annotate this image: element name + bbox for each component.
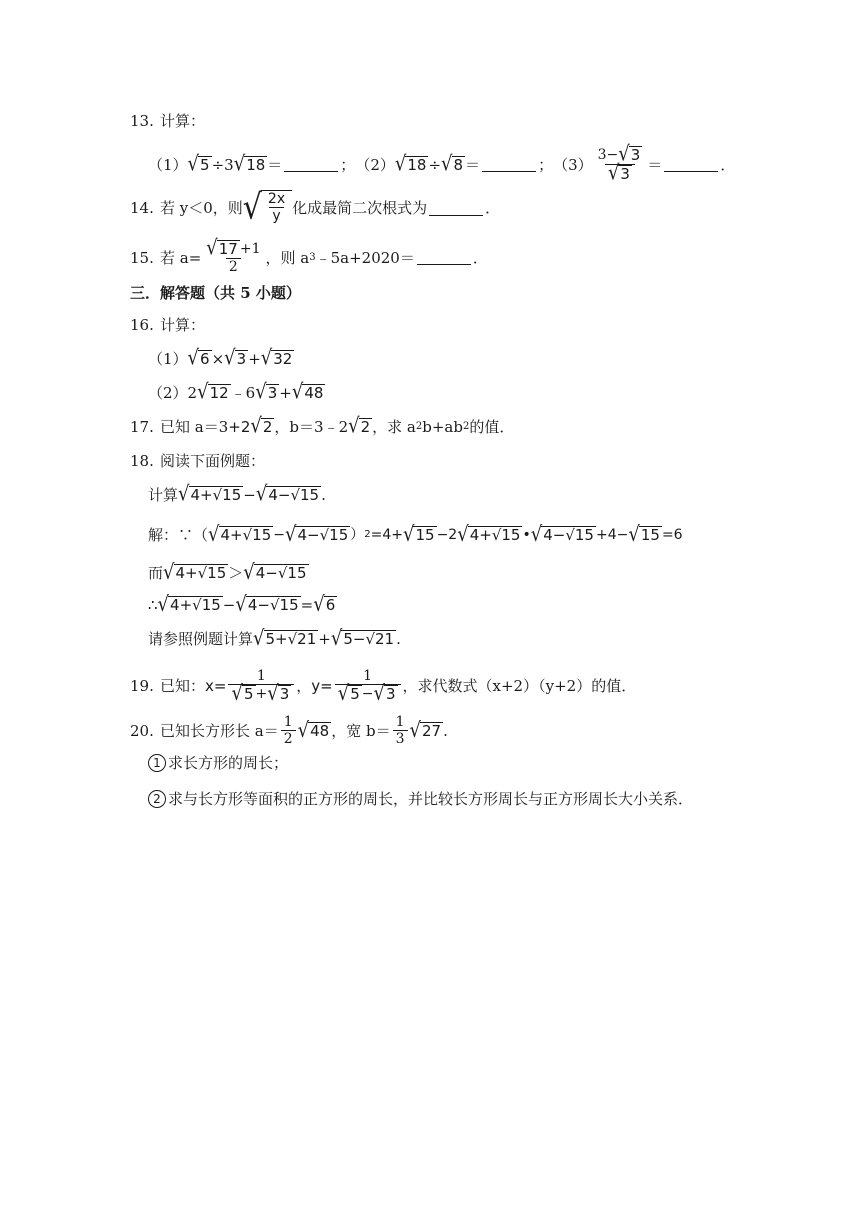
q18-compare: 而 √ 4+√15 ＞ √ 4−√15 bbox=[148, 560, 307, 585]
q15 bbox=[130, 236, 488, 275]
fraction: 3− √ 3 √ 3 bbox=[597, 142, 641, 186]
period: ． bbox=[472, 248, 488, 267]
q20-sub1: 1 求长方形的周长； bbox=[148, 752, 288, 774]
question-number: 17. bbox=[130, 418, 154, 436]
period: ． bbox=[720, 155, 736, 174]
fraction: √ 17 +1 2 bbox=[206, 236, 261, 275]
answer-blank[interactable] bbox=[284, 157, 338, 172]
question-label: 计算： bbox=[160, 112, 206, 130]
equals: ＝ bbox=[465, 155, 481, 174]
question-number: 18. bbox=[130, 452, 154, 470]
question-number: 19. bbox=[130, 676, 154, 695]
fraction: 1 √ 5 + √ 3 bbox=[228, 668, 294, 703]
part-label: （3） bbox=[553, 155, 593, 174]
radical: √ 18 bbox=[233, 151, 266, 176]
exponent: 3 bbox=[309, 251, 316, 263]
q13-parts bbox=[148, 142, 736, 186]
separator: ； bbox=[340, 155, 356, 174]
question-label: 计算： bbox=[160, 316, 206, 334]
q19: 19. 已知： x= 1 √ 5 + √ 3 ， y= 1 √ 5 − √ 3 ，求代数式（x+2）（y+2）的值． bbox=[130, 668, 637, 706]
question-text: 若 y＜0，则 bbox=[160, 199, 243, 217]
equals: ＝ bbox=[647, 155, 663, 174]
operator: ÷ bbox=[428, 155, 442, 174]
q17: 17. 已知 a＝3 +2 √ 2 ，b＝3﹣2 √ 2 ，求 a 2 b+ab 2 的值． bbox=[130, 414, 515, 439]
q13-heading bbox=[130, 110, 205, 132]
question-number: 13. bbox=[130, 112, 154, 130]
radical: √ 8 bbox=[441, 151, 464, 176]
radical: √ 5 bbox=[187, 151, 210, 176]
fraction: 1 √ 5 − √ 3 bbox=[335, 668, 401, 703]
radical-fraction: √ $\frac{2x}{y}$ bbox=[243, 190, 292, 226]
q16-part2: （2）2 √ 12 ﹣6 √ 3 + √ 48 bbox=[148, 380, 324, 405]
equals: ＝ bbox=[267, 155, 283, 174]
q18-therefore: ∴ √ 4+√15 − √ 4−√15 = √ 6 bbox=[148, 592, 336, 617]
circled-number-icon: 1 bbox=[148, 754, 166, 772]
q20: 20. 已知长方形长 a＝ $\frac{1}{2}$ √ 48 ，宽 b＝ $\frac{1}{3}$ √ 27 . bbox=[130, 714, 448, 747]
separator: ； bbox=[538, 155, 554, 174]
q16-part1: （1） √ 6 × √ 3 + √ 32 bbox=[148, 346, 293, 371]
answer-blank[interactable] bbox=[664, 157, 718, 172]
q20-sub2: 2 求与长方形等面积的正方形的周长，并比较长方形周长与正方形周长大小关系． bbox=[148, 788, 693, 810]
q18-task: 请参照例题计算 √ 5+√21 + √ 5−√21 . bbox=[148, 626, 401, 651]
section-heading: 三．解答题（共 5 小题） bbox=[130, 284, 301, 302]
part-label: （1） bbox=[148, 155, 188, 174]
q14 bbox=[130, 187, 501, 228]
period: ． bbox=[485, 199, 501, 217]
q18-heading: 18. 阅读下面例题： bbox=[130, 452, 266, 470]
question-number: 16. bbox=[130, 316, 154, 334]
question-number: 14. bbox=[130, 199, 154, 217]
answer-blank[interactable] bbox=[417, 250, 471, 265]
circled-number-icon: 2 bbox=[148, 790, 166, 808]
question-text: 化成最简二次根式为 bbox=[292, 199, 428, 217]
q18-calc: 计算 √ 4+√15 − √ 4−√15 . bbox=[148, 482, 326, 507]
part-label: （2） bbox=[355, 155, 395, 174]
answer-blank[interactable] bbox=[482, 157, 536, 172]
operator: ÷3 bbox=[211, 155, 234, 174]
radical: √ 18 bbox=[394, 151, 427, 176]
question-text: 若 a= bbox=[160, 248, 202, 267]
question-text: ﹣5a+2020＝ bbox=[315, 248, 415, 267]
q16-heading bbox=[130, 314, 205, 336]
q18-solution: 解：∵（ √ 4+√15 − √ 4−√15 ） 2 =4+ √ 15 −2 √ 4+√15 • √ 4−√15 +4− √ 15 =6 bbox=[148, 522, 683, 547]
answer-blank[interactable] bbox=[429, 201, 483, 216]
question-number: 20. bbox=[130, 721, 154, 740]
question-text: ，则 a bbox=[265, 248, 310, 267]
question-number: 15. bbox=[130, 248, 154, 267]
